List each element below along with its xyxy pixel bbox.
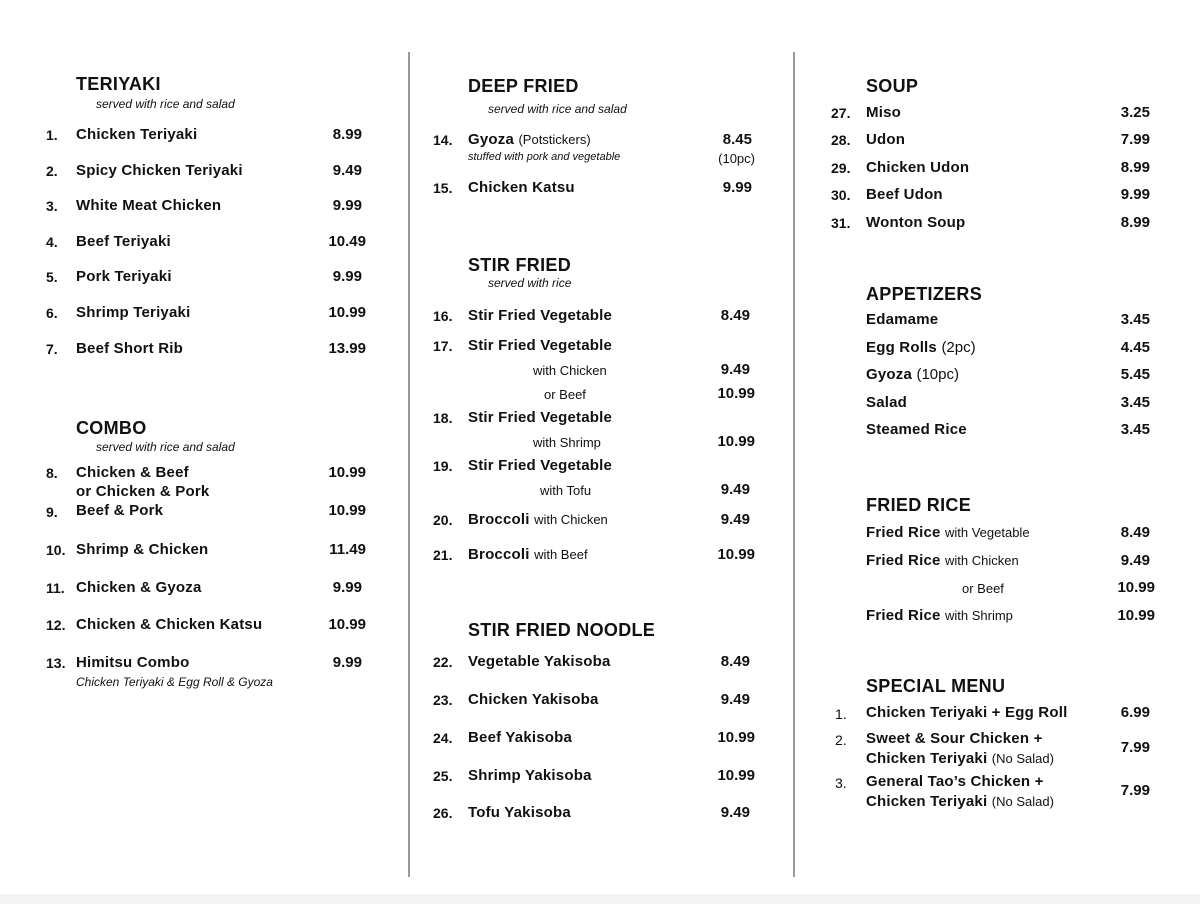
item-price: 9.99: [332, 654, 362, 671]
item-name-row: [866, 607, 1013, 625]
item-name-row: [468, 511, 608, 529]
item-price: 8.49: [720, 653, 750, 670]
item-option: with Shrimp: [533, 435, 601, 450]
item-price: 4.45: [1120, 339, 1150, 356]
item-price: 10.99: [717, 385, 755, 402]
item-number: 5.: [46, 269, 58, 285]
item-price: 10.99: [1117, 607, 1155, 624]
item-name: Edamame: [866, 311, 939, 328]
item-note: (2pc): [941, 339, 976, 356]
item-note: with Vegetable: [944, 525, 1030, 540]
item-name: Chicken Yakisoba: [468, 691, 599, 708]
item-price: 9.49: [720, 804, 750, 821]
item-price: 9.49: [720, 361, 750, 378]
item-name: Tofu Yakisoba: [468, 804, 571, 821]
item-number: 15.: [433, 180, 453, 196]
item-price: 9.99: [332, 197, 362, 214]
item-note: with Shrimp: [944, 608, 1013, 623]
section-title: SPECIAL MENU: [866, 676, 1006, 696]
item-price-note: (10pc): [718, 151, 755, 166]
item-name-row: [468, 546, 588, 564]
item-price: 11.49: [329, 541, 366, 558]
item-number: 23.: [433, 692, 453, 708]
item-name-row: [866, 366, 959, 384]
item-price: 7.99: [1120, 782, 1150, 799]
item-number: 27.: [831, 105, 851, 121]
item-number: 13.: [46, 655, 66, 671]
item-price: 10.99: [717, 546, 755, 563]
item-name: Chicken Teriyaki + Egg Roll: [866, 704, 1068, 721]
item-name-row: [866, 524, 1030, 542]
item-name: Pork Teriyaki: [76, 268, 172, 285]
item-name: Shrimp Teriyaki: [76, 304, 191, 321]
item-number: 7.: [46, 341, 58, 357]
item-price: 10.99: [717, 729, 755, 746]
item-number: 25.: [433, 768, 453, 784]
item-name: Gyoza: [468, 131, 515, 148]
item-description: Chicken Teriyaki & Egg Roll & Gyoza: [76, 675, 273, 689]
section-title: DEEP FRIED: [468, 76, 579, 96]
item-note: (Potstickers): [518, 132, 591, 147]
section-title: COMBO: [76, 418, 147, 438]
item-price: 9.99: [332, 268, 362, 285]
item-name: Broccoli: [468, 511, 530, 528]
item-name-line2: or Chicken & Pork: [76, 483, 210, 500]
item-price: 9.49: [720, 481, 750, 498]
item-name-row: [866, 339, 976, 357]
item-number: 30.: [831, 187, 851, 203]
item-note: (No Salad): [991, 751, 1054, 766]
item-number: 26.: [433, 805, 453, 821]
item-price: 8.45: [722, 131, 752, 148]
item-number: 19.: [433, 458, 453, 474]
item-name-row: [866, 552, 1019, 570]
item-name: Spicy Chicken Teriyaki: [76, 162, 243, 179]
item-number: 2.: [46, 163, 58, 179]
item-name: Wonton Soup: [866, 214, 966, 231]
item-price: 3.45: [1120, 421, 1150, 438]
item-name: Himitsu Combo: [76, 654, 190, 671]
section-subtitle: served with rice and salad: [488, 102, 627, 116]
item-name: Broccoli: [468, 546, 530, 563]
item-name: Beef Udon: [866, 186, 943, 203]
item-name: Shrimp & Chicken: [76, 541, 209, 558]
item-price: 7.99: [1120, 739, 1150, 756]
item-note: with Chicken: [944, 553, 1019, 568]
item-price: 10.99: [717, 433, 755, 450]
item-option: with Chicken: [533, 363, 607, 378]
item-number: 10.: [46, 542, 66, 558]
item-name: White Meat Chicken: [76, 197, 222, 214]
item-number: 14.: [433, 132, 453, 148]
item-name: Vegetable Yakisoba: [468, 653, 611, 670]
item-name: Chicken Teriyaki: [76, 126, 198, 143]
item-note: (10pc): [916, 366, 959, 383]
item-number: 21.: [433, 547, 453, 563]
item-price: 9.49: [720, 511, 750, 528]
column-divider: [793, 52, 795, 877]
column-divider: [408, 52, 410, 877]
item-name-row: [866, 750, 1054, 768]
item-price: 9.49: [720, 691, 750, 708]
item-note: with Beef: [534, 547, 588, 562]
item-name: Fried Rice: [866, 607, 941, 624]
item-name-line2: Chicken Teriyaki: [866, 793, 988, 810]
item-name: Chicken & Beef: [76, 464, 189, 481]
item-number: 9.: [46, 504, 58, 520]
item-number: 17.: [433, 338, 453, 354]
item-price: 10.99: [328, 464, 366, 481]
item-name: Fried Rice: [866, 552, 941, 569]
item-name: General Tao’s Chicken +: [866, 773, 1044, 790]
section-subtitle: served with rice and salad: [96, 440, 235, 454]
item-number: 18.: [433, 410, 453, 426]
item-price: 6.99: [1120, 704, 1150, 721]
item-number: 4.: [46, 234, 58, 250]
item-name: Egg Rolls: [866, 339, 937, 356]
item-name: Fried Rice: [866, 524, 941, 541]
section-title: APPETIZERS: [866, 284, 983, 304]
section-title: FRIED RICE: [866, 495, 972, 515]
item-name: Salad: [866, 394, 908, 411]
section-subtitle: served with rice: [488, 276, 572, 290]
item-note: (No Salad): [991, 794, 1054, 809]
item-number: 28.: [831, 132, 851, 148]
item-price: 10.99: [1117, 579, 1155, 596]
item-price: 9.49: [332, 162, 362, 179]
item-number: 3.: [46, 198, 58, 214]
item-name: Beef Yakisoba: [468, 729, 573, 746]
section-subtitle: served with rice and salad: [96, 97, 235, 111]
item-price: 9.99: [722, 179, 752, 196]
section-title: STIR FRIED: [468, 255, 572, 275]
section-title: SOUP: [866, 76, 919, 96]
item-name: Chicken & Gyoza: [76, 579, 202, 596]
item-name: Miso: [866, 104, 901, 121]
item-name: Beef Short Rib: [76, 340, 183, 357]
item-price: 10.99: [328, 502, 366, 519]
item-number: 22.: [433, 654, 453, 670]
item-name: Steamed Rice: [866, 421, 967, 438]
item-number: 1.: [835, 706, 847, 722]
item-number: 6.: [46, 305, 58, 321]
item-number: 31.: [831, 215, 851, 231]
item-price: 7.99: [1120, 131, 1150, 148]
item-note: with Chicken: [534, 512, 608, 527]
item-number: 2.: [835, 732, 847, 748]
item-name: Beef & Pork: [76, 502, 164, 519]
item-price: 8.99: [332, 126, 362, 143]
section-title: STIR FRIED NOODLE: [468, 620, 656, 640]
item-name-row: [866, 793, 1054, 811]
page-bottom-band: [0, 894, 1200, 904]
item-name: Chicken & Chicken Katsu: [76, 616, 263, 633]
item-name: Chicken Katsu: [468, 179, 575, 196]
item-option: or Beef: [962, 581, 1004, 596]
item-price: 10.99: [717, 767, 755, 784]
item-number: 12.: [46, 617, 66, 633]
item-price: 9.49: [1120, 552, 1150, 569]
item-price: 3.45: [1120, 394, 1150, 411]
item-price: 3.25: [1120, 104, 1150, 121]
item-name: Gyoza: [866, 366, 913, 383]
item-price: 3.45: [1120, 311, 1150, 328]
section-title: TERIYAKI: [76, 74, 161, 94]
item-name: Chicken Udon: [866, 159, 970, 176]
item-number: 20.: [433, 512, 453, 528]
item-description: stuffed with pork and vegetable: [468, 151, 621, 163]
item-price: 8.99: [1120, 159, 1150, 176]
item-name: Stir Fried Vegetable: [468, 337, 613, 354]
item-name: Stir Fried Vegetable: [468, 409, 613, 426]
item-name: Shrimp Yakisoba: [468, 767, 592, 784]
item-number: 16.: [433, 308, 453, 324]
item-name: Udon: [866, 131, 906, 148]
item-price: 5.45: [1120, 366, 1150, 383]
item-number: 3.: [835, 775, 847, 791]
item-number: 8.: [46, 465, 58, 481]
item-option: with Tofu: [540, 483, 592, 498]
item-name: Sweet & Sour Chicken +: [866, 730, 1043, 747]
item-price: 9.99: [332, 579, 362, 596]
item-name: Stir Fried Vegetable: [468, 307, 613, 324]
item-name-row: [468, 131, 591, 149]
item-number: 1.: [46, 127, 58, 143]
item-price: 8.99: [1120, 214, 1150, 231]
item-price: 8.49: [1120, 524, 1150, 541]
item-price: 13.99: [328, 340, 366, 357]
item-name: Beef Teriyaki: [76, 233, 171, 250]
item-number: 24.: [433, 730, 453, 746]
item-name: Stir Fried Vegetable: [468, 457, 613, 474]
item-price: 9.99: [1120, 186, 1150, 203]
item-number: 29.: [831, 160, 851, 176]
item-price: 10.99: [328, 304, 366, 321]
item-name-line2: Chicken Teriyaki: [866, 750, 988, 767]
item-option: or Beef: [544, 387, 586, 402]
item-number: 11.: [46, 580, 65, 596]
item-price: 10.99: [328, 616, 366, 633]
item-price: 10.49: [328, 233, 366, 250]
item-price: 8.49: [720, 307, 750, 324]
